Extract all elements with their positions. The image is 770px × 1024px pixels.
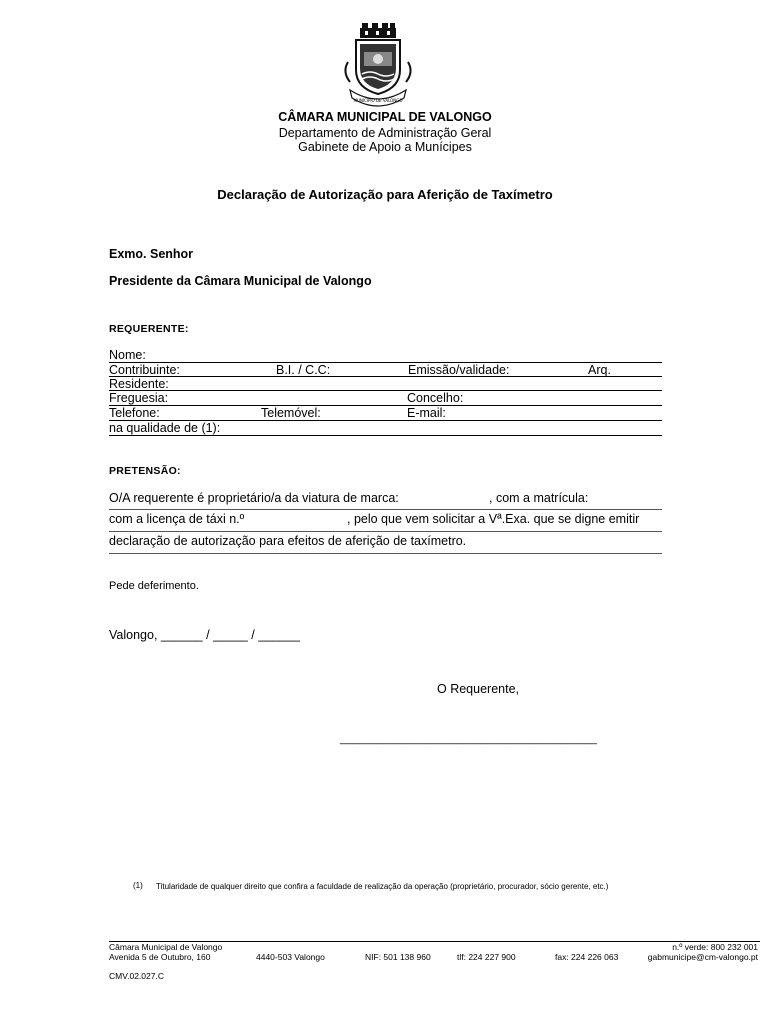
pretensao-line-1a: O/A requerente é proprietário/a da viatura de marca: xyxy=(109,491,399,505)
email-label: E-mail: xyxy=(407,406,446,420)
crest-ribbon-text: MUNICIPIO DE VALONGO xyxy=(353,98,403,103)
rule-pretensao-1 xyxy=(109,509,662,510)
footer-fax: fax: 224 226 063 xyxy=(555,952,619,962)
contribuinte-label: Contribuinte: xyxy=(109,363,180,377)
salutation-line-1: Exmo. Senhor xyxy=(109,247,194,261)
document-title: Declaração de Autorização para Aferição de Taxímetro xyxy=(217,187,553,202)
concelho-label: Concelho: xyxy=(407,391,464,405)
field-qualidade[interactable] xyxy=(109,421,662,435)
field-residente[interactable] xyxy=(109,377,662,391)
field-nome[interactable] xyxy=(109,348,662,362)
pede-deferimento: Pede deferimento. xyxy=(109,580,199,592)
field-contribuinte-row[interactable] xyxy=(109,363,662,377)
rule-qualidade xyxy=(109,435,662,436)
pretensao-line-2a: com a licença de táxi n.º xyxy=(109,512,245,526)
pretensao-line-1b: , com a matrícula: xyxy=(489,491,589,505)
qualidade-label: na qualidade de (1): xyxy=(109,421,221,435)
pretensao-section-label: PRETENSÃO: xyxy=(109,465,181,477)
requerente-signature-label: O Requerente, xyxy=(437,682,519,696)
field-freguesia-row[interactable] xyxy=(109,391,662,405)
footnote-text: Titularidade de qualquer direito que confira a faculdade de realização da operação (proprietário, procurador, sócio gerente, etc.) xyxy=(156,882,609,891)
footer-nif: NIF: 501 138 960 xyxy=(365,952,431,962)
footer-email[interactable]: gabmunicipe@cm-valongo.pt xyxy=(647,952,758,962)
footer-postal: 4440-503 Valongo xyxy=(256,952,325,962)
salutation-line-2: Presidente da Câmara Municipal de Valongo xyxy=(109,274,372,288)
requerente-section-label: REQUERENTE: xyxy=(109,323,189,335)
institution-name: CÂMARA MUNICIPAL DE VALONGO xyxy=(278,110,492,124)
footer-name: Câmara Municipal de Valongo xyxy=(109,942,223,952)
arq-label: Arq. xyxy=(588,363,611,377)
field-telefone-row[interactable] xyxy=(109,406,662,420)
date-line: Valongo, ______ / _____ / ______ xyxy=(109,628,300,642)
office-name: Gabinete de Apoio a Munícipes xyxy=(298,140,472,154)
rule-pretensao-2 xyxy=(109,531,662,532)
footer-address: Avenida 5 de Outubro, 160 xyxy=(109,952,211,962)
footer-verde: n.º verde: 800 232 001 xyxy=(672,942,758,952)
telemovel-label: Telemóvel: xyxy=(261,406,321,420)
nome-label: Nome: xyxy=(109,348,146,362)
municipal-crest-logo xyxy=(338,22,418,110)
document-code: CMV.02.027.C xyxy=(109,971,164,981)
signature-line: __________________________________________ xyxy=(340,733,597,745)
residente-label: Residente: xyxy=(109,377,169,391)
bi-cc-label: B.I. / C.C: xyxy=(276,363,331,377)
pretensao-line-2b: , pelo que vem solicitar a Vª.Exa. que se digne emitir xyxy=(347,512,640,526)
footnote-marker: (1) xyxy=(133,881,143,890)
department-name: Departamento de Administração Geral xyxy=(278,126,492,140)
telefone-label: Telefone: xyxy=(109,406,160,420)
rule-pretensao-3 xyxy=(109,553,662,554)
footer-tlf: tlf: 224 227 900 xyxy=(457,952,516,962)
pretensao-line-3: declaração de autorização para efeitos de aferição de taxímetro. xyxy=(109,534,467,548)
emissao-label: Emissão/validade: xyxy=(408,363,510,377)
freguesia-label: Freguesia: xyxy=(109,391,169,405)
